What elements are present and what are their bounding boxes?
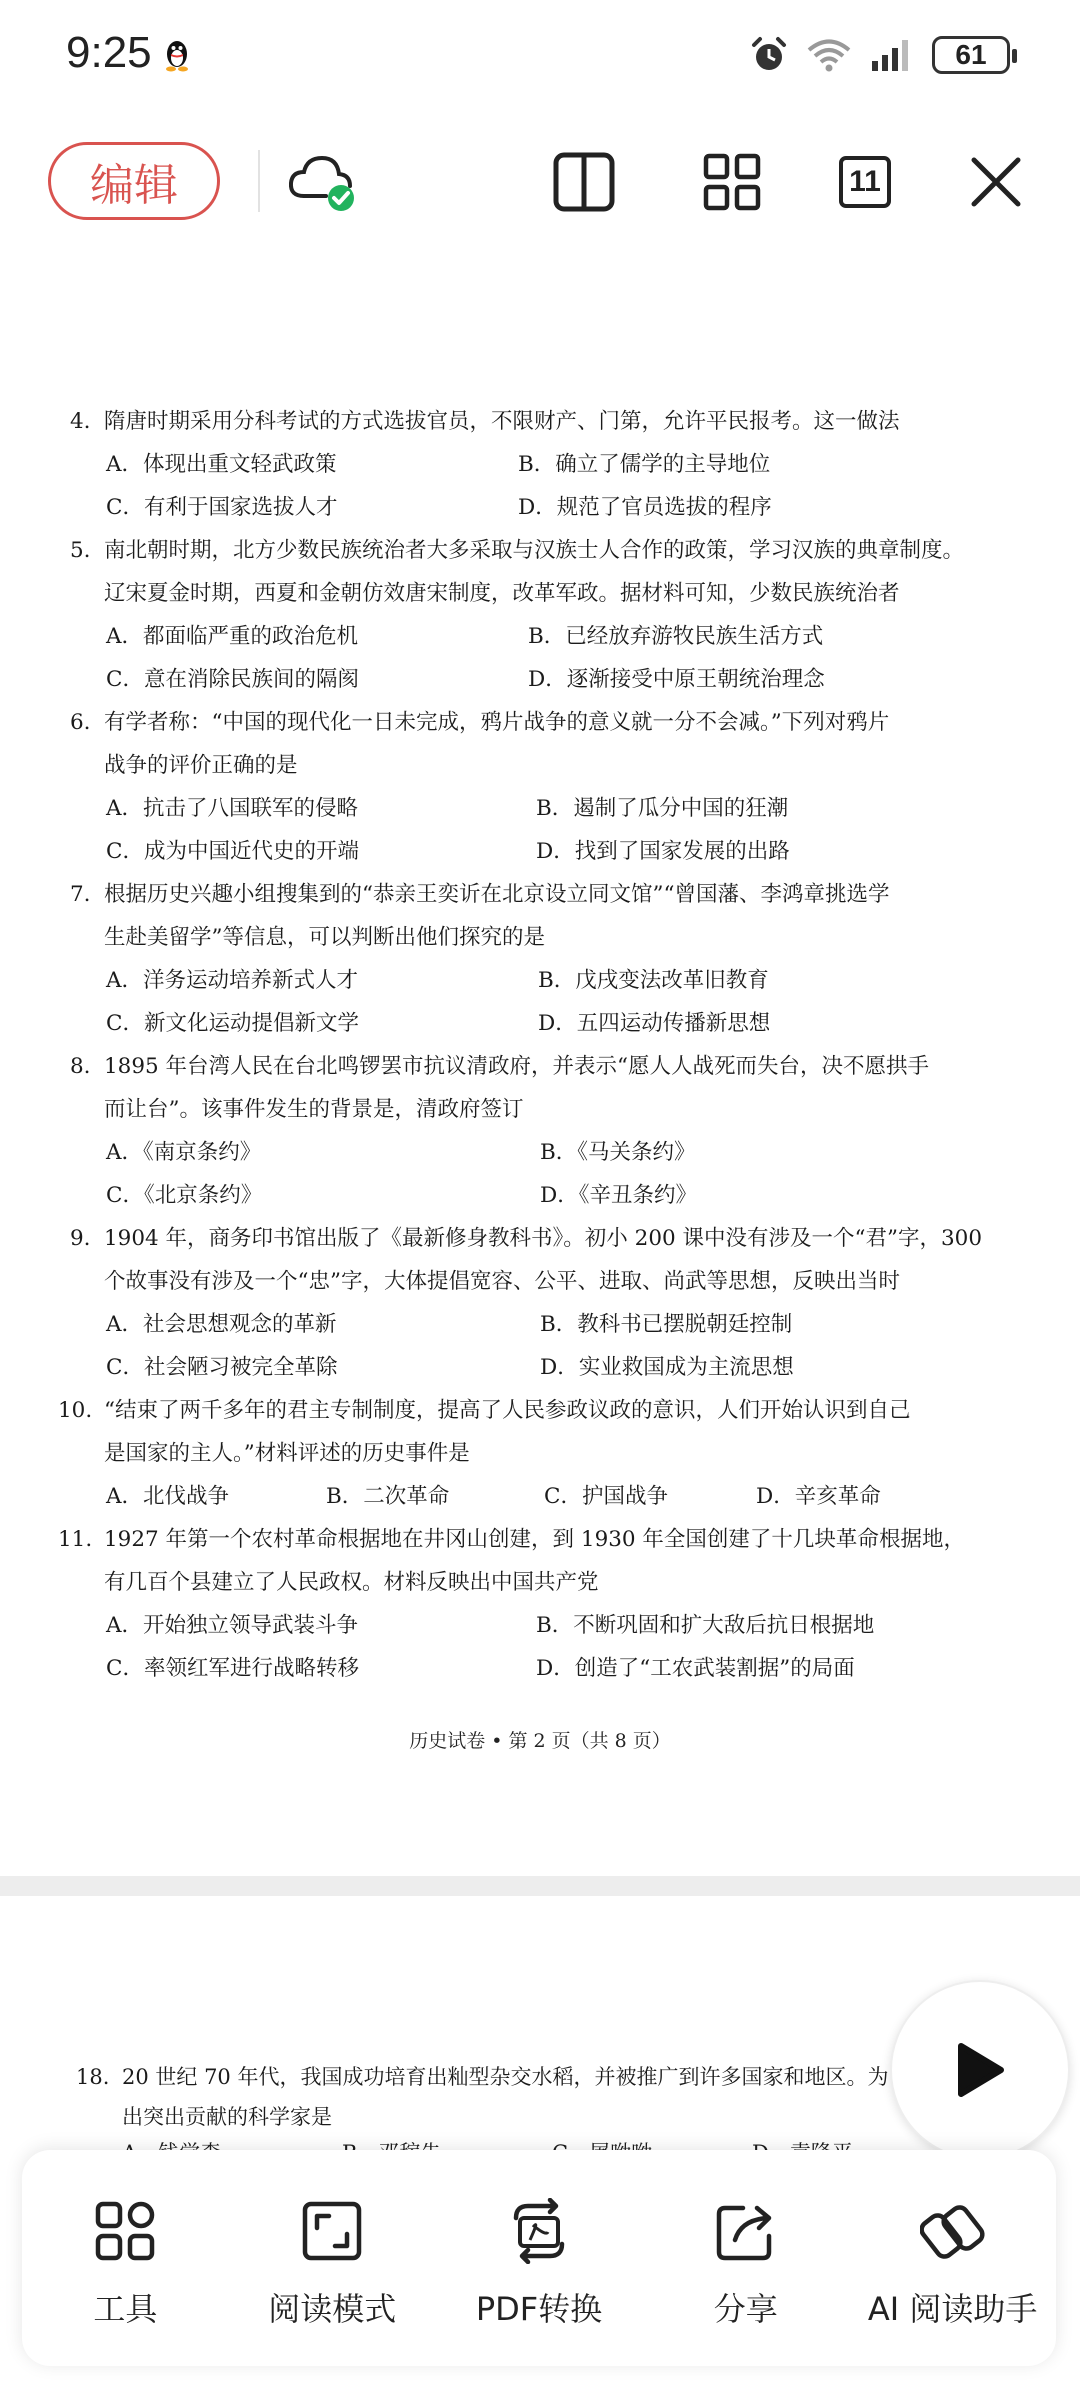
- option-c: C．护国战争: [544, 1484, 668, 1509]
- page-content: [76, 2056, 888, 2165]
- option-b: B．确立了儒学的主导地位: [518, 452, 771, 477]
- question-text: 而让台”。该事件发生的背景是，清政府签订: [104, 1097, 524, 1122]
- option-d: D．逐渐接受中原王朝统治理念: [528, 667, 825, 692]
- question-text: 战争的评价正确的是: [104, 753, 298, 778]
- question-7: [70, 873, 990, 1045]
- question-number: 8.: [70, 1054, 91, 1079]
- question-11: [58, 1518, 990, 1690]
- pdf-convert-label: PDF转换: [475, 2290, 603, 2328]
- question-number: 9.: [70, 1226, 91, 1251]
- question-text: 20 世纪 70 年代，我国成功培育出籼型杂交水稻，并被推广到许多国家和地区。为: [122, 2065, 889, 2089]
- option-c: C．意在消除民族间的隔阂: [106, 667, 359, 692]
- option-d: D．五四运动传播新思想: [538, 1011, 771, 1036]
- question-number: 4.: [70, 409, 91, 434]
- option-d: D．实业救国成为主流思想: [540, 1355, 794, 1380]
- cloud-synced-icon[interactable]: [286, 146, 358, 218]
- question-5: [70, 529, 990, 701]
- reading-mode-button[interactable]: [229, 2150, 436, 2366]
- option-b: B．不断巩固和扩大敌后抗日根据地: [536, 1613, 875, 1638]
- question-text: 有几百个县建立了人民政权。材料反映出中国共产党: [104, 1570, 599, 1595]
- option-c: C．社会陋习被完全革除: [106, 1355, 338, 1380]
- question-text: “结束了两千多年的君主专制制度，提高了人民参政议政的意识，人们开始认识到自己: [104, 1398, 911, 1423]
- option-a: A．体现出重文轻武政策: [106, 452, 337, 477]
- question-8: [70, 1045, 990, 1217]
- ai-assistant-icon: [920, 2198, 986, 2264]
- ai-assistant-label: AI 阅读助手: [867, 2290, 1038, 2328]
- wifi-icon: [806, 36, 852, 74]
- option-a: A．都面临严重的政治危机: [106, 624, 359, 649]
- option-a: A．抗击了八国联军的侵略: [106, 796, 359, 821]
- qq-penguin-icon: [162, 38, 192, 72]
- question-text: 1927 年第一个农村革命根据地在井冈山创建，到 1930 年全国创建了十几块革命根据地，: [104, 1527, 965, 1552]
- status-bar: [0, 0, 1080, 110]
- option-d: D．创造了“工农武装割据”的局面: [536, 1656, 855, 1681]
- page-footer: 历史试卷 • 第 2 页（共 8 页）: [409, 1730, 671, 1752]
- question-text: 1904 年，商务印书馆出版了《最新修身教科书》。初小 200 课中没有涉及一个“君”字，300: [104, 1226, 983, 1251]
- option-a: A．社会思想观念的革新: [106, 1312, 337, 1337]
- option-a: A．北伐战争: [106, 1484, 230, 1509]
- question-text: 生赴美留学”等信息，可以判断出他们探究的是: [104, 925, 545, 950]
- question-text: 有学者称：“中国的现代化一日未完成，鸦片战争的意义就一分不会减。”下列对鸦片: [104, 710, 890, 735]
- question-number: 10.: [58, 1398, 93, 1423]
- play-button[interactable]: [890, 1980, 1070, 2160]
- question-number: 5.: [70, 538, 91, 563]
- option-c: C．有利于国家选拔人才: [106, 495, 338, 520]
- status-time: 9:25: [66, 28, 152, 77]
- document-page[interactable]: [0, 252, 1080, 1882]
- page-separator: [0, 1876, 1080, 1896]
- edit-button[interactable]: 编辑: [48, 142, 220, 220]
- question-9: [70, 1217, 990, 1389]
- ai-reading-assistant-button[interactable]: [849, 2150, 1056, 2366]
- reading-mode-label: 阅读模式: [268, 2290, 397, 2328]
- option-c: C．新文化运动提倡新文学: [106, 1011, 359, 1036]
- option-d: D．辛亥革命: [756, 1484, 881, 1509]
- question-4: [70, 400, 990, 529]
- alarm-icon: [750, 36, 788, 74]
- option-b: B．已经放弃游牧民族生活方式: [528, 624, 824, 649]
- pdf-convert-button[interactable]: [436, 2150, 643, 2366]
- question-10: [58, 1389, 990, 1518]
- option-a: A．《南京条约》: [106, 1140, 262, 1165]
- grid-icon: [92, 2198, 158, 2264]
- question-number: 11.: [58, 1527, 93, 1552]
- thumbnails-grid-icon[interactable]: [696, 146, 768, 218]
- battery-indicator: 61: [932, 36, 1010, 74]
- share-icon: [713, 2198, 779, 2264]
- question-text: 隋唐时期采用分科考试的方式选拔官员，不限财产、门第，允许平民报考。这一做法: [104, 409, 900, 434]
- toolbar-divider: [258, 150, 260, 212]
- option-b: B．二次革命: [326, 1484, 450, 1509]
- bottom-action-bar: [22, 2150, 1056, 2366]
- question-text: 根据历史兴趣小组搜集到的“恭亲王奕䜣在北京设立同文馆”“曾国藩、李鸿章挑选学: [104, 882, 890, 907]
- pdf-convert-icon: [506, 2198, 572, 2264]
- question-text: 是国家的主人。”材料评述的历史事件是: [104, 1441, 470, 1466]
- question-text: 出突出贡献的科学家是: [122, 2105, 332, 2129]
- option-a: A．开始独立领导武装斗争: [106, 1613, 359, 1638]
- option-d: D．规范了官员选拔的程序: [518, 495, 772, 520]
- option-b: B．教科书已摆脱朝廷控制: [540, 1312, 793, 1337]
- signal-icon: [870, 37, 914, 73]
- option-c: C．成为中国近代史的开端: [106, 839, 359, 864]
- page-count-value: 11: [839, 156, 891, 208]
- option-c: C．《北京条约》: [106, 1183, 263, 1208]
- option-b: B．戊戌变法改革旧教育: [538, 968, 769, 993]
- option-b: B．遏制了瓜分中国的狂潮: [536, 796, 789, 821]
- share-button[interactable]: [642, 2150, 849, 2366]
- tools-button[interactable]: [22, 2150, 229, 2366]
- question-number: 7.: [70, 882, 91, 907]
- option-a: A．洋务运动培养新式人才: [106, 968, 359, 993]
- option-c: C．率领红军进行战略转移: [106, 1656, 359, 1681]
- question-text: 辽宋夏金时期，西夏和金朝仿效唐宋制度，改革军政。据材料可知，少数民族统治者: [104, 581, 900, 606]
- question-number: 18.: [76, 2065, 110, 2089]
- question-text: 南北朝时期，北方少数民族统治者大多采取与汉族士人合作的政策，学习汉族的典章制度。: [104, 538, 965, 563]
- split-view-icon[interactable]: [548, 146, 620, 218]
- doc-toolbar: [0, 110, 1080, 254]
- expand-icon: [299, 2198, 365, 2264]
- page-content: [58, 400, 990, 1690]
- question-text: 1895 年台湾人民在台北鸣锣罢市抗议清政府，并表示“愿人人战死而失台，决不愿拱手: [104, 1054, 930, 1079]
- share-label: 分享: [713, 2290, 778, 2328]
- question-number: 6.: [70, 710, 91, 735]
- question-text: 个故事没有涉及一个“忠”字，大体提倡宽容、公平、进取、尚武等思想，反映出当时: [104, 1269, 900, 1294]
- page-count-button[interactable]: [829, 146, 901, 218]
- option-d: D．找到了国家发展的出路: [536, 839, 790, 864]
- play-icon: [953, 2040, 1007, 2100]
- close-icon[interactable]: [960, 146, 1032, 218]
- option-d: D．《辛丑条约》: [540, 1183, 697, 1208]
- tools-label: 工具: [93, 2290, 158, 2328]
- question-6: [70, 701, 990, 873]
- option-b: B．《马关条约》: [540, 1140, 696, 1165]
